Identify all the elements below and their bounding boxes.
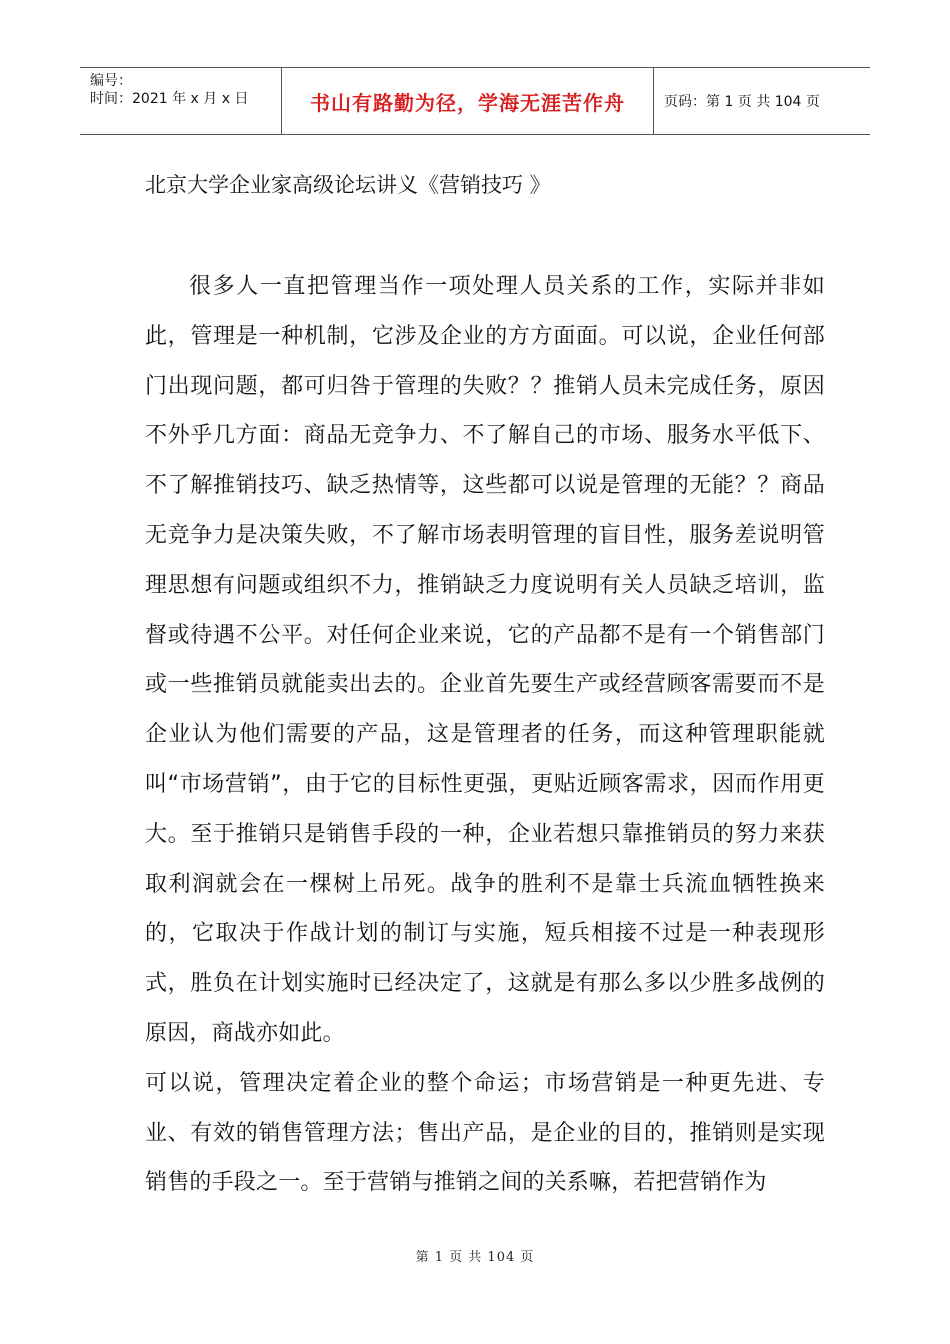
date-label: 时间：2021 年 x 月 x 日	[90, 91, 249, 107]
motto-text: 书山有路勤为径，学海无涯苦作舟	[310, 90, 625, 115]
number-label: 编号：	[90, 73, 132, 89]
document-body	[145, 262, 825, 1208]
header-meta-cell	[80, 68, 282, 134]
document-title: 北京大学企业家高级论坛讲义《营销技巧 》	[145, 173, 551, 197]
header-motto-cell	[282, 68, 654, 134]
paragraph: 很多人一直把管理当作一项处理人员关系的工作，实际并非如此，管理是一种机制，它涉及企业的方方面面。可以说，企业任何部门出现问题，都可归咎于管理的失败？？推销人员未完成任务，原因不外乎几方面：商品无竞争力、不了解自己的市场、服务水平低下、不了解推销技巧、缺乏热情等，这些都可以说是管理的无能？？商品无竞争力是决策失败，不了解市场表明管理的盲目性，服务差说明管理思想有问题或组织不力，推销缺乏力度说明有关人员缺乏培训，监督或待遇不公平。对任何企业来说，它的产品都不是有一个销售部门或一些推销员就能卖出去的。企业首先要生产或经营顾客需要而不是企业认为他们需要的产品，这是管理者的任务，而这种管理职能就叫“市场营销”，由于它的目标性更强，更贴近顾客需求，因而作用更大。至于推销只是销售手段的一种，企业若想只靠推销员的努力来获取利润就会在一棵树上吊死。战争的胜利不是靠士兵流血牺牲换来的，它取决于作战计划的制订与实施，短兵相接不过是一种表现形式，胜负在计划实施时已经决定了，这就是有那么多以少胜多战例的原因，商战亦如此。	[145, 274, 825, 1046]
page-info: 页码：第 1 页 共 104 页	[664, 94, 820, 110]
header-page-cell	[654, 68, 870, 134]
document-header	[80, 67, 870, 135]
page-footer: 第 1 页 共 104 页	[415, 1250, 535, 1265]
paragraph: 可以说，管理决定着企业的整个命运；市场营销是一种更先进、专业、有效的销售管理方法；售出产品，是企业的目的，推销则是实现销售的手段之一。至于营销与推销之间的关系嘛，若把营销作为	[145, 1070, 825, 1196]
